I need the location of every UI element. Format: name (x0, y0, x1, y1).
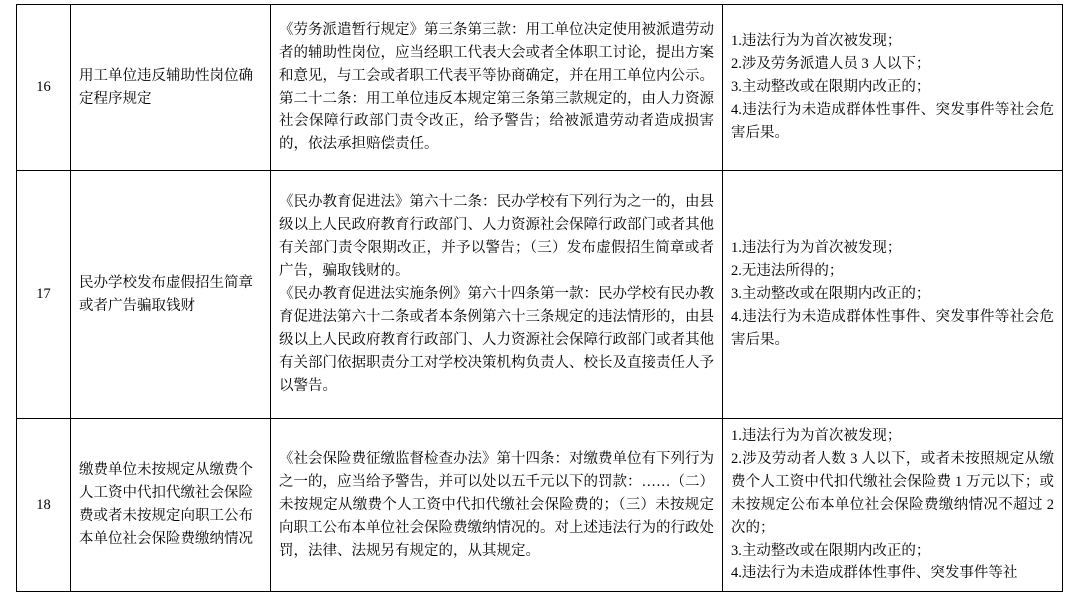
condition-item: 4.违法行为未造成群体性事件、突发事件等社 (731, 565, 1018, 582)
condition-item: 2.涉及劳务派遣人员 3 人以下； (731, 56, 931, 73)
row-number: 17 (17, 171, 71, 419)
row-number: 16 (17, 5, 71, 171)
legal-basis-paragraph: 《社会保险费征缴监督检查办法》第十四条：对缴费单位有下列行为之一的，应当给予警告，并可以处以五千元以下的罚款：……（二）未按规定从缴费个人工资中代扣代缴社会保险费的；（三）未按规定向职工公布本单位社会保险费缴纳情况的。对上述违法行为的行政处罚，法律、法规另有规定的，从其规定。 (279, 450, 714, 559)
row-title: 民办学校发布虚假招生简章或者广告骗取钱财 (71, 171, 271, 419)
condition-item: 3.主动整改或在限期内改正的； (731, 286, 931, 303)
condition-item: 1.违法行为为首次被发现； (731, 428, 902, 444)
row-title: 缴费单位未按规定从缴费个人工资中代扣代缴社会保险费或者未按规定向职工公布本单位社会保险费缴纳情况 (71, 419, 271, 592)
row-conditions (723, 171, 1063, 419)
condition-item: 1.违法行为为首次被发现； (731, 240, 902, 257)
condition-item: 1.违法行为为首次被发现； (731, 33, 902, 50)
table-row (17, 5, 1063, 171)
row-legal-basis (271, 5, 723, 171)
legal-basis-paragraph: 《民办教育促进法》第六十二条：民办学校有下列行为之一的，由县级以上人民政府教育行政部门、人力资源社会保障行政部门或者其他有关部门责令限期改正，并予以警告；（三）发布虚假招生简章或者广告，骗取钱财的。 (279, 194, 714, 280)
condition-item: 2.无违法所得的； (731, 263, 844, 280)
row-conditions (723, 419, 1063, 592)
condition-item: 4.违法行为未造成群体性事件、突发事件等社会危害后果。 (731, 101, 1054, 141)
row-number: 18 (17, 419, 71, 592)
penalty-discretion-table (16, 4, 1063, 592)
condition-item: 2.涉及劳动者人数 3 人以下，或者未按照规定从缴费个人工资中代扣代缴社会保险费 1 万元以下；或未按规定公布本单位社会保险费缴纳情况不超过 2 次的； (731, 450, 1054, 536)
row-legal-basis (271, 171, 723, 419)
table-row (17, 419, 1063, 592)
row-conditions (723, 5, 1063, 171)
condition-item: 3.主动整改或在限期内改正的； (731, 79, 931, 96)
document-page (0, 4, 1080, 592)
legal-basis-paragraph: 《民办教育促进法实施条例》第六十四条第一款：民办学校有民办教育促进法第六十二条或者本条例第六十三条规定的违法情形的，由县级以上人民政府教育行政部门、人力资源社会保障行政部门或者其他有关部门依据职责分工对学校决策机构负责人、校长及直接责任人予以警告。 (279, 286, 714, 394)
legal-basis-paragraph: 《劳务派遣暂行规定》第三条第三款：用工单位决定使用被派遣劳动者的辅助性岗位，应当经职工代表大会或者全体职工讨论，提出方案和意见，与工会或者职工代表平等协商确定，并在用工单位内公示。 (279, 21, 714, 84)
condition-item: 4.违法行为未造成群体性事件、突发事件等社会危害后果。 (731, 308, 1054, 348)
table-row (17, 171, 1063, 419)
row-title: 用工单位违反辅助性岗位确定程序规定 (71, 5, 271, 171)
row-legal-basis (271, 419, 723, 592)
legal-basis-paragraph: 第二十二条：用工单位违反本规定第三条第三款规定的，由人力资源社会保障行政部门责令改正，给予警告；给被派遣劳动者造成损害的，依法承担赔偿责任。 (279, 90, 714, 153)
condition-item: 3.主动整改或在限期内改正的； (731, 542, 931, 559)
